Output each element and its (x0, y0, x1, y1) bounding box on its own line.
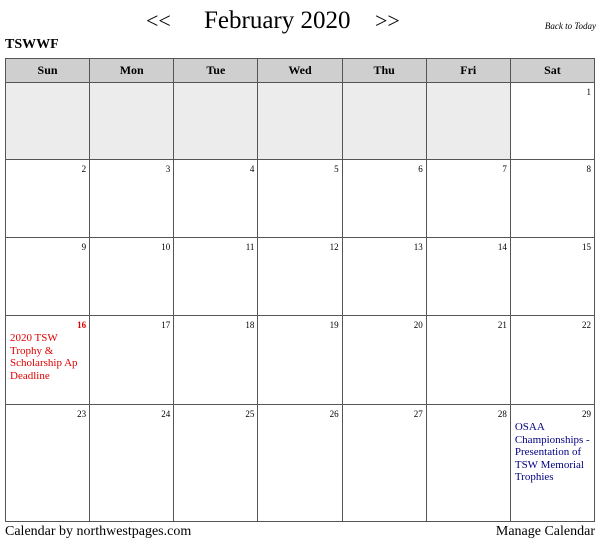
day-cell[interactable] (426, 160, 510, 238)
day-number: 1 (586, 87, 591, 97)
event-scholarship-deadline[interactable]: 2020 TSW Trophy & Scholarship Ap Deadline (10, 332, 78, 382)
day-number: 20 (413, 320, 423, 330)
empty-day-cell (90, 83, 174, 160)
day-cell[interactable] (342, 405, 426, 522)
day-number: 26 (329, 409, 339, 419)
day-cell[interactable] (174, 405, 258, 522)
day-cell[interactable] (6, 405, 90, 522)
day-number: 3 (165, 164, 171, 174)
calendar-grid (5, 58, 595, 522)
day-cell[interactable] (174, 160, 258, 238)
day-number: 6 (418, 164, 423, 174)
day-cell[interactable] (258, 160, 342, 238)
back-to-today-link[interactable]: Back to Today (544, 21, 596, 31)
day-cell[interactable] (6, 238, 90, 316)
day-cell[interactable] (426, 405, 510, 522)
weekday-header-row (6, 59, 595, 83)
empty-day-cell (342, 83, 426, 160)
day-cell[interactable] (426, 238, 510, 316)
weekday-sun: Sun (6, 59, 90, 83)
day-number: 16 (77, 320, 87, 330)
empty-day-cell (426, 83, 510, 160)
day-number: 4 (249, 164, 255, 174)
day-number: 5 (334, 164, 339, 174)
day-cell[interactable] (258, 238, 342, 316)
day-number: 27 (413, 409, 423, 419)
day-cell[interactable] (6, 160, 90, 238)
day-cell[interactable] (90, 405, 174, 522)
day-cell[interactable] (174, 238, 258, 316)
day-number: 22 (582, 320, 591, 330)
day-number: 8 (586, 164, 591, 174)
day-cell[interactable] (342, 316, 426, 405)
day-cell[interactable] (342, 160, 426, 238)
day-number: 28 (497, 409, 507, 419)
day-cell[interactable] (510, 316, 594, 405)
day-cell[interactable] (258, 405, 342, 522)
weekday-thu: Thu (342, 59, 426, 83)
day-number: 18 (245, 320, 255, 330)
day-number: 17 (161, 320, 171, 330)
day-number: 24 (161, 409, 171, 419)
day-cell[interactable] (510, 160, 594, 238)
weekday-fri: Fri (426, 59, 510, 83)
week-row (6, 238, 595, 316)
day-number: 29 (582, 409, 591, 419)
day-number: 2 (81, 164, 87, 174)
month-title: February 2020 (204, 7, 351, 34)
day-number: 12 (329, 242, 339, 252)
day-cell[interactable] (90, 316, 174, 405)
weekday-wed: Wed (258, 59, 342, 83)
day-cell[interactable] (6, 316, 90, 405)
day-number: 23 (77, 409, 87, 419)
day-cell[interactable] (510, 405, 594, 522)
day-number: 10 (161, 242, 171, 252)
empty-day-cell (258, 83, 342, 160)
day-number: 25 (245, 409, 255, 419)
calendar-name: TSWWF (5, 37, 59, 52)
day-number: 21 (497, 320, 507, 330)
week-row (6, 405, 595, 522)
day-cell[interactable] (174, 316, 258, 405)
credit-link[interactable]: Calendar by northwestpages.com (5, 524, 192, 539)
day-number: 14 (497, 242, 507, 252)
week-row (6, 83, 595, 160)
empty-day-cell (174, 83, 258, 160)
day-number: 19 (329, 320, 339, 330)
weekday-mon: Mon (90, 59, 174, 83)
week-row (6, 316, 595, 405)
weekday-tue: Tue (174, 59, 258, 83)
day-number: 7 (502, 164, 507, 174)
day-cell[interactable] (342, 238, 426, 316)
weekday-sat: Sat (510, 59, 594, 83)
manage-calendar-link[interactable]: Manage Calendar (495, 524, 595, 539)
day-number: 13 (413, 242, 423, 252)
week-row (6, 160, 595, 238)
prev-month-button[interactable]: << (146, 8, 171, 33)
day-cell[interactable] (426, 316, 510, 405)
day-cell[interactable] (90, 238, 174, 316)
day-number: 11 (245, 242, 255, 252)
day-cell[interactable] (90, 160, 174, 238)
event-championships[interactable]: OSAA Championships - Presentation of TSW Memorial Trophies (514, 421, 590, 483)
day-number: 15 (582, 242, 591, 252)
empty-day-cell (6, 83, 90, 160)
next-month-button[interactable]: >> (375, 8, 400, 33)
day-cell[interactable] (258, 316, 342, 405)
day-cell[interactable] (510, 238, 594, 316)
day-number: 9 (81, 242, 87, 252)
day-cell[interactable] (510, 83, 594, 160)
